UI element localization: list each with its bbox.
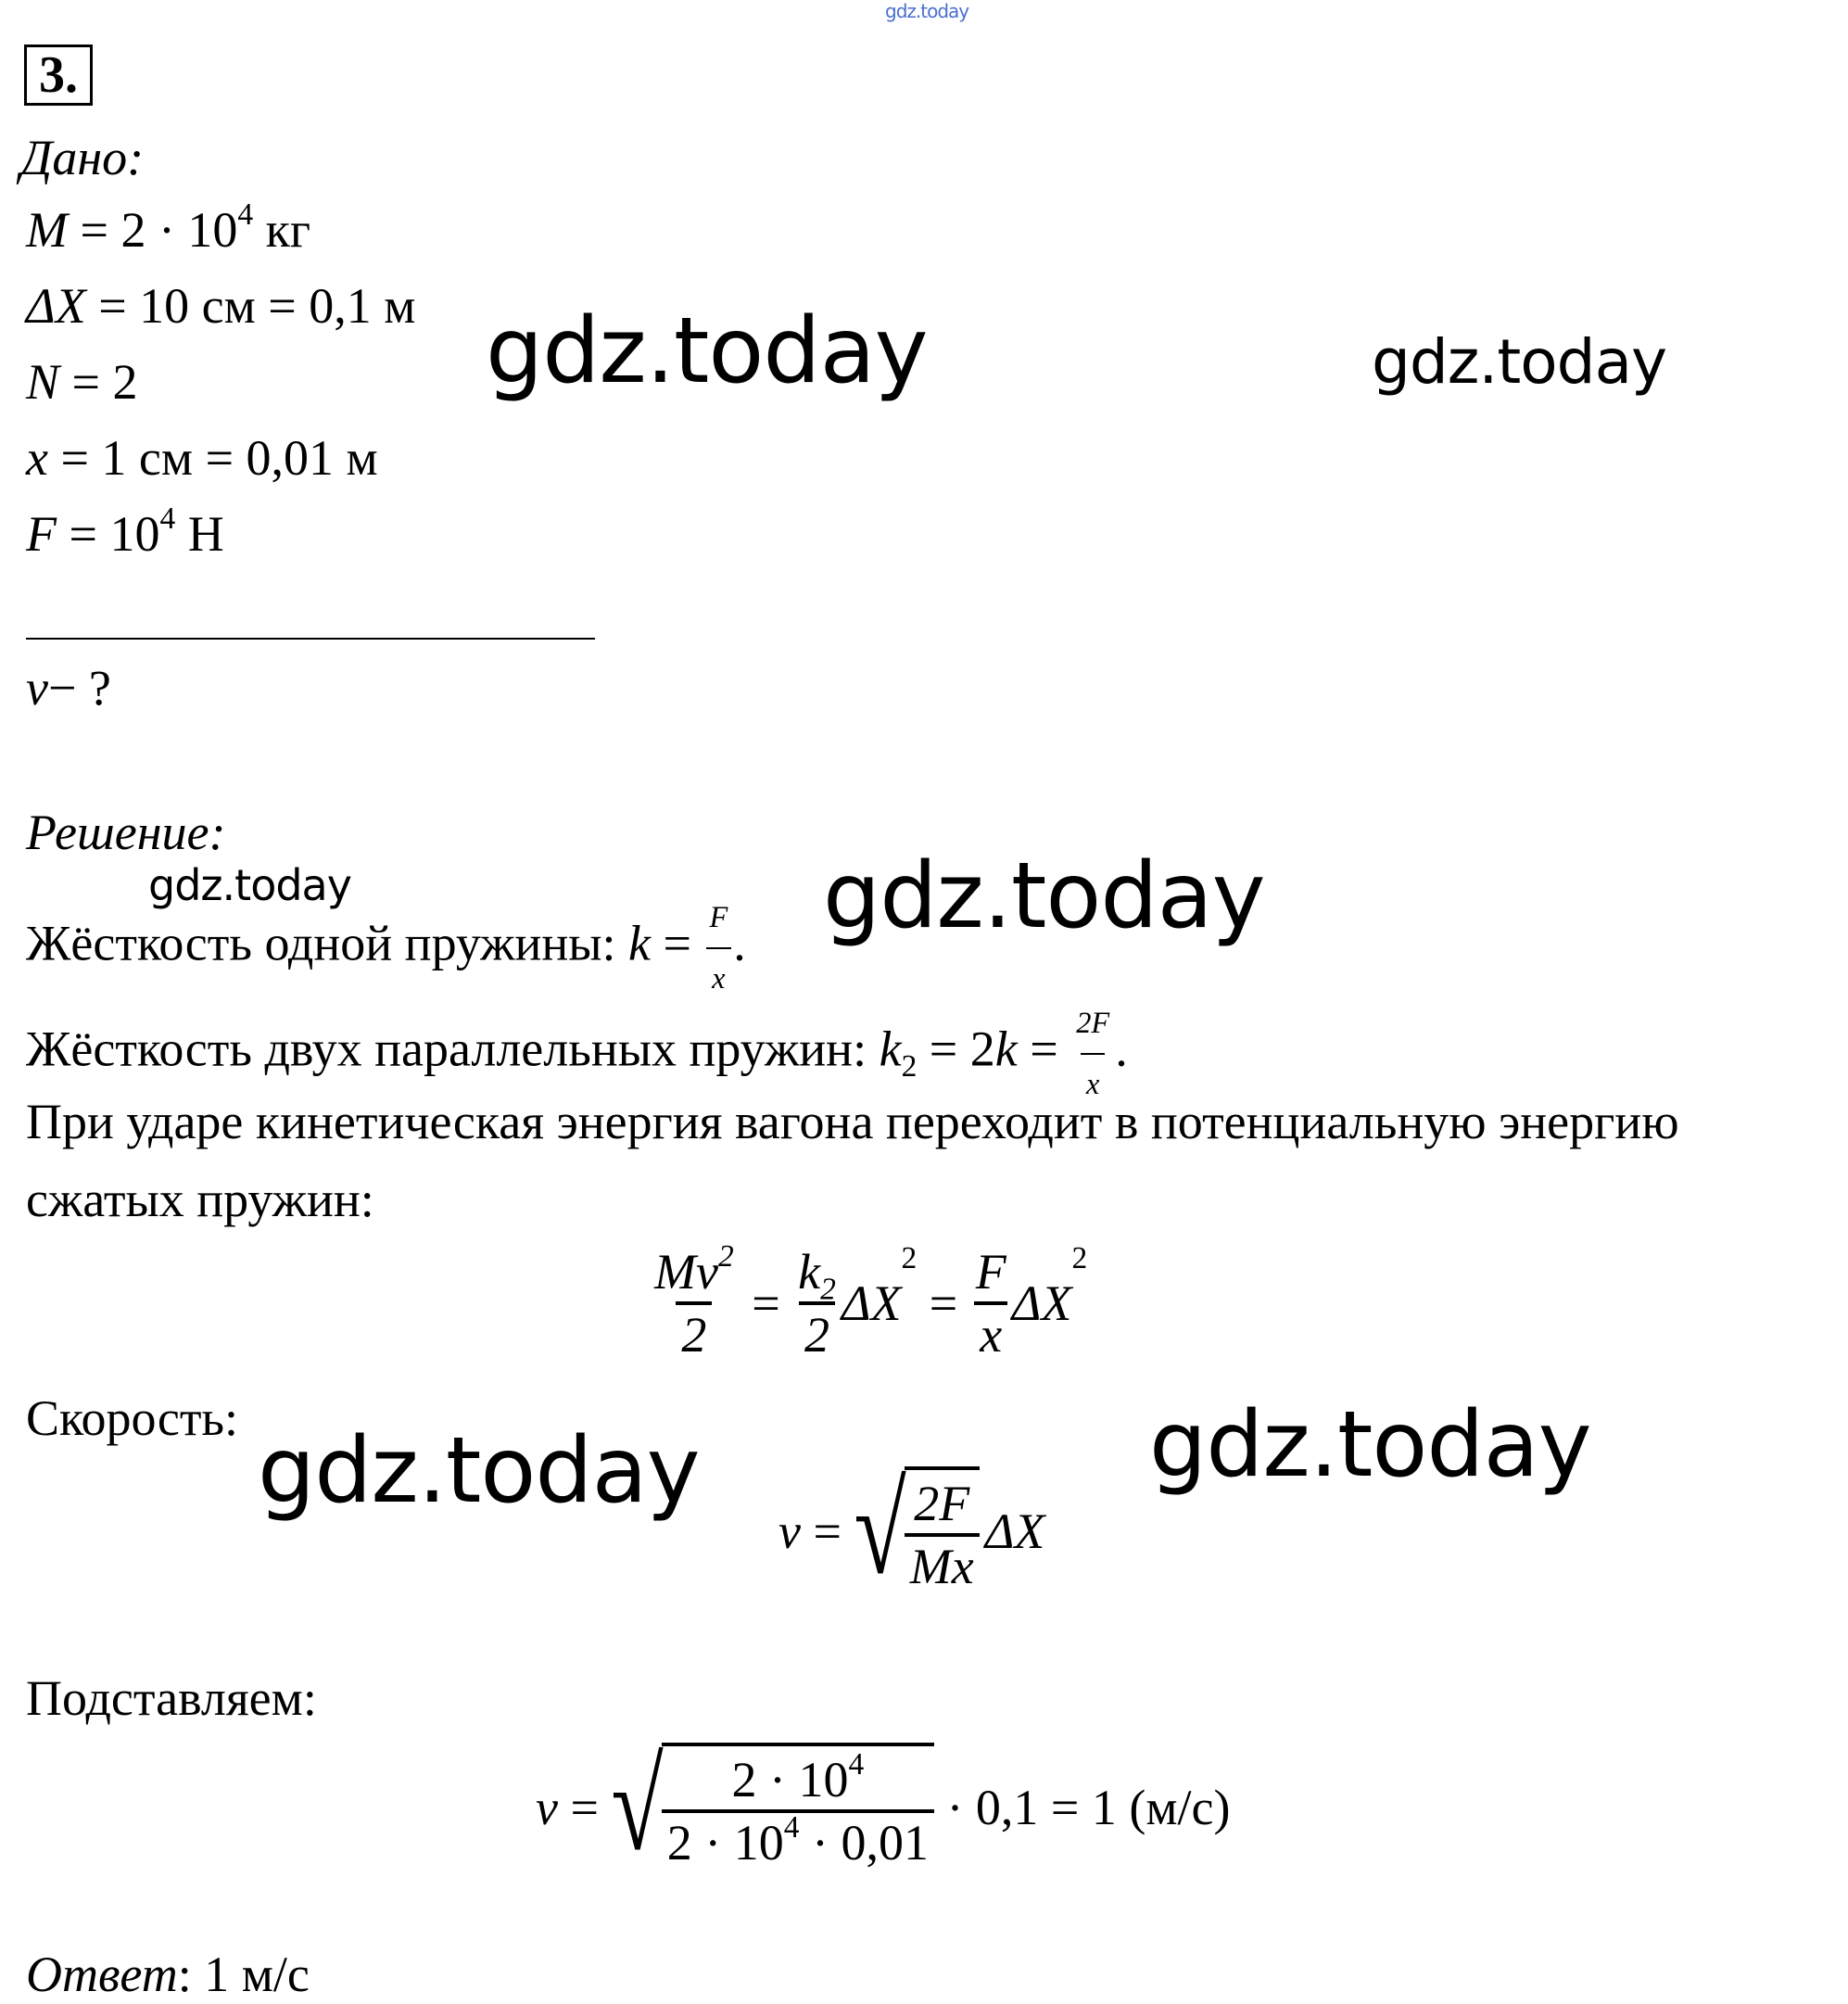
radical-sign: √ xyxy=(611,1736,664,1878)
watermark-6: gdz.today xyxy=(1149,1392,1591,1498)
given-divider xyxy=(26,638,595,640)
watermark-1: gdz.today xyxy=(486,298,928,404)
stiffness-one-line: Жёсткость одной пружины: k = $\frac{F}{x}$ . xyxy=(26,888,746,1008)
given-line-mass: $M = 2 \cdot 10^4$ кг xyxy=(26,197,311,258)
sqrt-substitution xyxy=(611,1736,934,1878)
fraction-f-over-x: $\frac{F}{x}$ xyxy=(703,888,733,1008)
given-line-compression: x = 1 см = 0,01 м xyxy=(26,430,378,486)
fraction-substitution: $\frac{2 \cdot 10^4}{2 \cdot 10^4 \cdot 0,01}$ xyxy=(662,1750,934,1872)
given-line-force: $F = 10^4$ Н xyxy=(26,501,224,562)
substitution-equation: v = √ $\frac{2 \cdot 10^4}{2 \cdot 10^4 \cdot 0,01}$ · 0,1 = 1 (м/с) xyxy=(536,1736,1231,1878)
watermark-top: gdz.today xyxy=(885,0,969,22)
fraction-kinetic: $\frac{Mv^2}{2}$ xyxy=(654,1238,734,1363)
given-line-deformation: ΔX = 10 см = 0,1 м xyxy=(26,278,416,334)
watermark-5: gdz.today xyxy=(258,1418,700,1524)
speed-equation: v = √ $\frac{2F}{Mx}$ ΔX xyxy=(778,1460,1045,1602)
fraction-2f-over-x: $\frac{2F}{x}$ xyxy=(1070,994,1115,1114)
fraction-2f-over-mx: $\frac{2F}{Mx}$ xyxy=(905,1474,980,1596)
fraction-k2-over-2: $\frac{k_2}{2}$ xyxy=(798,1244,836,1363)
watermark-2: gdz.today xyxy=(1372,326,1667,398)
watermark-4: gdz.today xyxy=(823,843,1265,949)
energy-text-line-2: сжатых пружин: xyxy=(26,1172,374,1227)
solution-heading: Решение: xyxy=(26,805,226,860)
watermark-3: gdz.today xyxy=(148,860,351,910)
task-number: 3. xyxy=(24,44,93,106)
given-line-count: N = 2 xyxy=(26,354,138,410)
speed-label: Скорость: xyxy=(26,1390,239,1446)
given-heading: Дано: xyxy=(20,130,145,185)
energy-equation: $\frac{Mv^2}{2}$ = $\frac{k_2}{2}$ ΔX 2 = $\frac{F}{x}$ ΔX 2 xyxy=(649,1242,1087,1364)
fraction-f-over-x-energy: $\frac{F}{x}$ xyxy=(975,1244,1006,1363)
radical-sign: √ xyxy=(854,1460,906,1602)
energy-text-line-1: При ударе кинетическая энергия вагона переходит в потенциальную энергию xyxy=(26,1094,1679,1149)
substitute-label: Подставляем: xyxy=(26,1670,317,1726)
stiffness-two-line: Жёсткость двух параллельных пружин: $k_2 = 2k$ = $\frac{2F}{x}$ . xyxy=(26,994,1128,1114)
answer-line: Ответ: 1 м/с xyxy=(26,1947,310,2002)
sqrt-speed xyxy=(854,1460,979,1602)
unknown-line: v− ? xyxy=(26,660,111,716)
